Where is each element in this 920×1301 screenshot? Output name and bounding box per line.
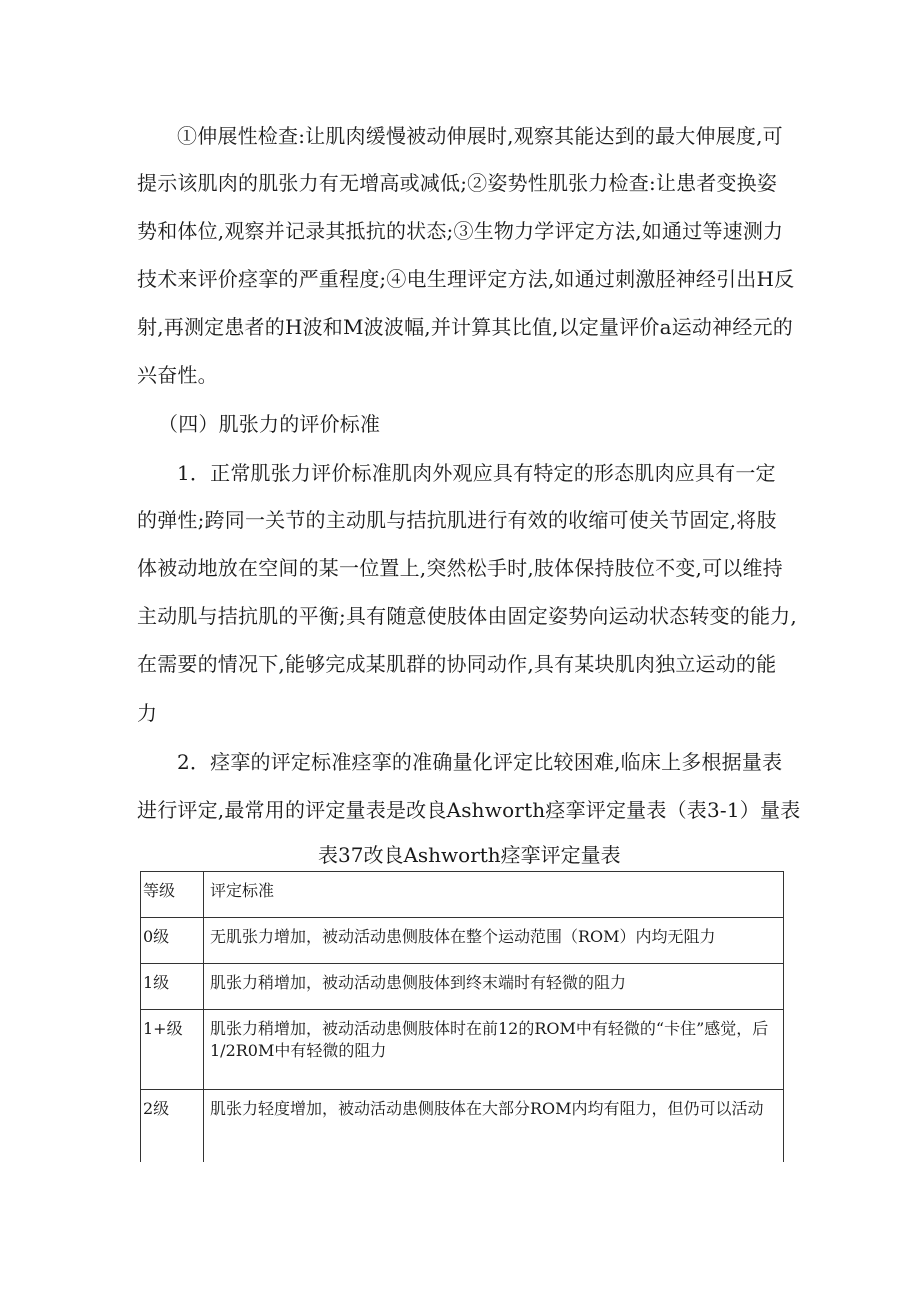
table-row xyxy=(141,1090,784,1162)
header-grade: 等级 xyxy=(141,872,204,918)
grade-cell: 2级 xyxy=(141,1090,204,1162)
paragraph-line: 兴奋性。 xyxy=(137,363,218,387)
paragraph-line: 1．正常肌张力评价标准肌肉外观应具有特定的形态肌肉应具有一定 xyxy=(177,461,776,485)
grade-cell: 1级 xyxy=(141,964,204,1010)
header-criteria: 评定标准 xyxy=(204,872,784,918)
paragraph-line: 主动肌与拮抗肌的平衡;具有随意使肢体由固定姿势向运动状态转变的能力, xyxy=(137,604,797,628)
paragraph-line: 力 xyxy=(137,701,158,725)
grade-cell: 0级 xyxy=(141,918,204,964)
paragraph-line: 2．痉挛的评定标准痉挛的准确量化评定比较困难,临床上多根据量表 xyxy=(177,750,783,774)
paragraph-line: 体被动地放在空间的某一位置上,突然松手时,肢体保持肢位不变,可以维持 xyxy=(137,556,783,580)
criteria-cell: 肌张力稍增加，被动活动患侧肢体时在前12的ROM中有轻微的“卡住”感觉，后1/2R0M中有轻微的阻力 xyxy=(204,1010,784,1090)
paragraph-line: ①伸展性检查:让肌肉缓慢被动伸展时,观察其能达到的最大伸展度,可 xyxy=(177,124,783,148)
table-row xyxy=(141,964,784,1010)
table-row xyxy=(141,918,784,964)
paragraph-line: 的弹性;跨同一关节的主动肌与拮抗肌进行有效的收缩可使关节固定,将肢 xyxy=(137,508,777,532)
paragraph-line: 在需要的情况下,能够完成某肌群的协同动作,具有某块肌肉独立运动的能 xyxy=(137,652,777,676)
ashworth-scale-table xyxy=(140,871,784,1162)
grade-cell: 1+级 xyxy=(141,1010,204,1090)
section-heading: （四）肌张力的评价标准 xyxy=(158,412,381,436)
paragraph-line: 势和体位,观察并记录其抵抗的状态;③生物力学评定方法,如通过等速测力 xyxy=(137,219,784,243)
criteria-cell: 肌张力稍增加，被动活动患侧肢体到终末端时有轻微的阻力 xyxy=(204,964,784,1010)
paragraph-line: 进行评定,最常用的评定量表是改良Ashworth痉挛评定量表（表3-1）量表 xyxy=(137,798,801,822)
criteria-cell: 无肌张力增加，被动活动患侧肢体在整个运动范围（ROM）内均无阻力 xyxy=(204,918,784,964)
criteria-cell: 肌张力轻度增加，被动活动患侧肢体在大部分ROM内均有阻力，但仍可以活动 xyxy=(204,1090,784,1162)
paragraph-line: 提示该肌肉的肌张力有无增高或减低;②姿势性肌张力检查:让患者变换姿 xyxy=(137,171,778,195)
paragraph-line: 射,再测定患者的H波和M波波幅,并计算其比值,以定量评价a运动神经元的 xyxy=(137,315,793,339)
table-row xyxy=(141,1010,784,1090)
table-header-row xyxy=(141,872,784,918)
paragraph-line: 技术来评价痉挛的严重程度;④电生理评定方法,如通过刺激胫神经引出H反 xyxy=(137,267,795,291)
table-caption: 表37改良Ashworth痉挛评定量表 xyxy=(318,843,621,867)
